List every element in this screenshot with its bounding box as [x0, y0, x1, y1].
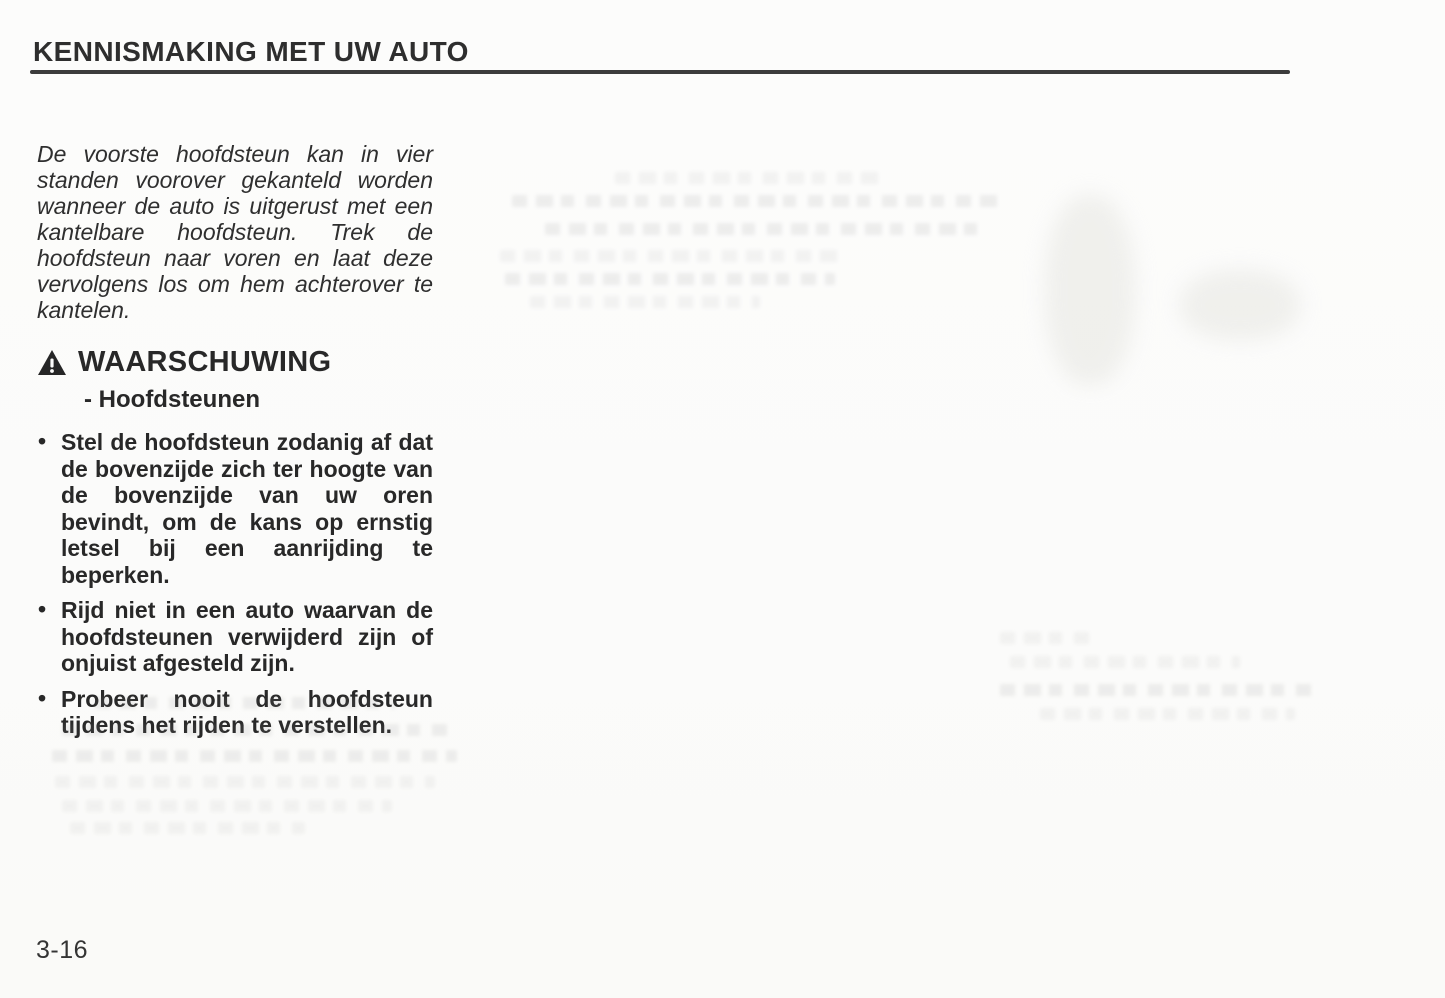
bleed-through-line	[95, 697, 395, 709]
bleed-through-smudge	[1045, 195, 1135, 385]
warning-item: • Rijd niet in een auto waarvan de hoofdsteunen verwijderd zijn of onjuist afgesteld zijn.	[37, 597, 433, 677]
warning-triangle-icon	[37, 349, 67, 376]
bleed-through-line	[500, 250, 840, 262]
warning-list	[37, 429, 433, 739]
bleed-through-line	[52, 750, 457, 762]
warning-title: WAARSCHUWING	[78, 346, 332, 378]
warning-item: • Stel de hoofdsteun zodanig af dat de bovenzijde zich ter hoogte van de bovenzijde van uw oren bevindt, om de kans op ernstig letsel bij een aanrijding te beperken.	[37, 429, 433, 588]
bleed-through-line	[70, 822, 305, 834]
bleed-through-line	[1040, 708, 1295, 720]
bleed-through-line	[505, 273, 835, 285]
bleed-through-line	[1000, 684, 1320, 696]
bleed-through-line	[1010, 656, 1240, 668]
bleed-through-line	[55, 776, 435, 788]
bleed-through-line	[62, 800, 392, 812]
bleed-through-line	[1000, 632, 1095, 644]
warning-header	[37, 346, 433, 379]
warning-section	[37, 346, 433, 739]
page-title: KENNISMAKING MET UW AUTO	[33, 36, 469, 67]
bleed-through-line	[615, 172, 880, 184]
bleed-through-smudge	[1180, 270, 1300, 340]
content-column	[37, 141, 433, 748]
warning-subtitle: - Hoofdsteunen	[84, 386, 260, 413]
bleed-through-line	[512, 195, 1002, 207]
intro-paragraph: De voorste hoofdsteun kan in vier standen voorover gekanteld worden wanneer de auto is uitgerust met een kantelbare hoofdsteun. Trek de hoofdsteun naar voren en laat deze vervolgens los om hem achterover te kantelen.	[37, 141, 433, 323]
bleed-through-line	[62, 724, 447, 736]
bleed-through-line	[530, 296, 760, 308]
bleed-through-line	[545, 223, 980, 235]
header-rule	[30, 70, 1290, 74]
page-number: 3-16	[36, 936, 89, 964]
warning-item: • Probeer nooit de hoofdsteun tijdens het rijden te verstellen.	[37, 686, 433, 739]
